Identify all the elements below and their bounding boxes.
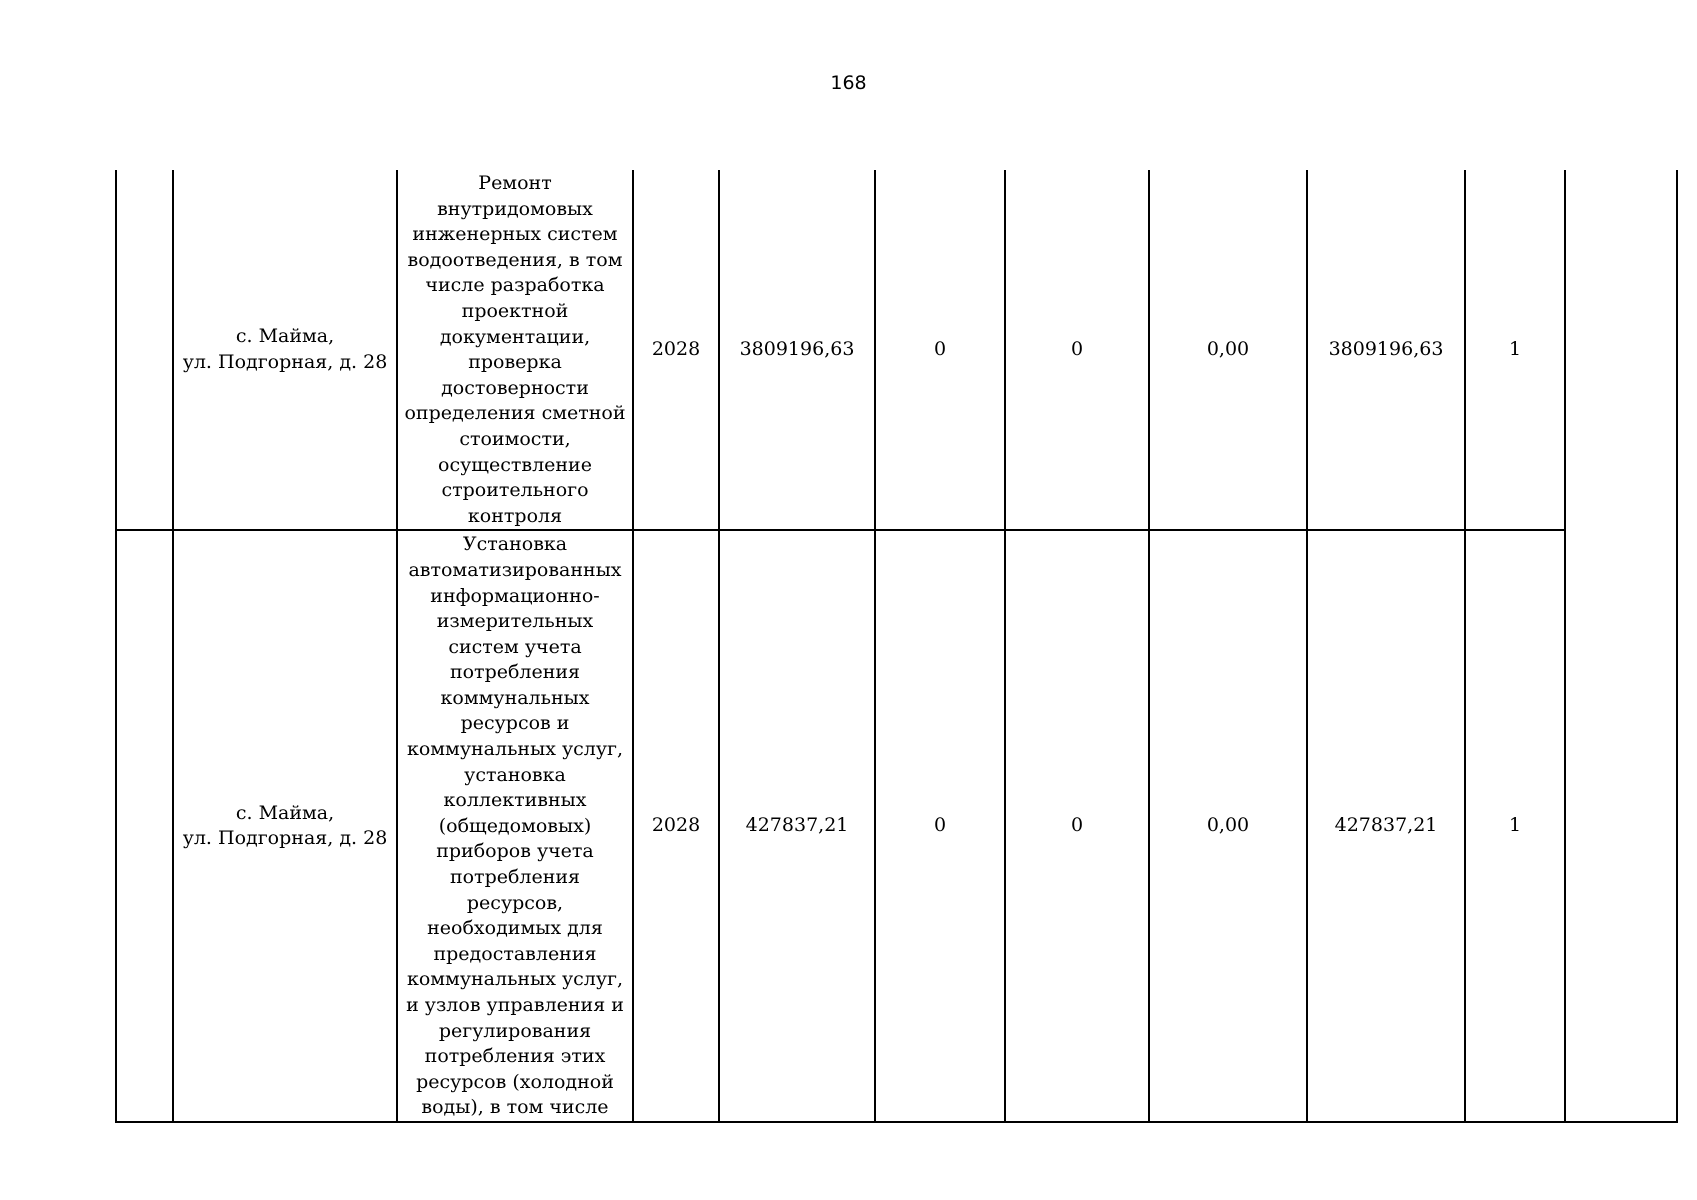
value-cell: 0	[1005, 170, 1149, 530]
table-row	[116, 530, 1677, 1122]
work-description-line: числе разработка	[425, 274, 605, 297]
work-description-line: автоматизированных	[408, 558, 622, 581]
work-description-line: предоставления	[433, 942, 597, 965]
work-description-line: потребления	[449, 866, 581, 889]
row-number-cell	[116, 170, 173, 530]
work-description-cell	[397, 530, 633, 1122]
address-line: с. Майма,	[235, 801, 335, 824]
value-cell: 0	[875, 530, 1005, 1122]
value-cell: 0	[1005, 530, 1149, 1122]
work-description-line: ресурсов (холодной	[416, 1070, 614, 1093]
work-description-line: (общедомовых)	[438, 814, 592, 837]
work-description-line: внутридомовых	[437, 197, 593, 220]
work-description-line: определения сметной	[404, 402, 626, 425]
work-description-line: проектной	[461, 299, 569, 322]
address-line: с. Майма,	[235, 325, 335, 348]
address-cell	[173, 170, 397, 530]
work-description-line: проверка	[468, 351, 562, 374]
value-cell: 0	[875, 170, 1005, 530]
value-cell: 0,00	[1149, 530, 1307, 1122]
work-description-line: ресурсов,	[466, 891, 564, 914]
fund-cost-cell: 427837,21	[1307, 530, 1465, 1122]
work-description-line: водоотведения, в том	[407, 248, 623, 271]
work-description-line: стоимости,	[459, 427, 571, 450]
count-cell: 1	[1465, 170, 1565, 530]
value-cell: 0,00	[1149, 170, 1307, 530]
work-description-line: контроля	[467, 504, 563, 527]
page-number: 168	[830, 72, 867, 94]
work-description-line: потребления	[449, 661, 581, 684]
year-cell: 2028	[633, 170, 719, 530]
empty-merged-cell	[1565, 170, 1677, 1122]
work-description-line: измерительных	[436, 610, 594, 633]
work-description-line: Установка	[462, 533, 568, 556]
work-description-line: строительного	[441, 479, 589, 502]
work-description-line: Ремонт	[478, 172, 552, 194]
work-description-line: ресурсов и	[460, 712, 570, 735]
work-description-line: приборов учета	[436, 840, 594, 863]
work-description-line: регулирования	[438, 1019, 592, 1042]
work-description-line: необходимых для	[427, 917, 603, 940]
address-cell	[173, 530, 397, 1122]
count-cell: 1	[1465, 530, 1565, 1122]
work-description-line: коммунальных услуг,	[406, 738, 624, 761]
work-description-line: достоверности	[441, 376, 589, 399]
fund-cost-cell: 3809196,63	[1307, 170, 1465, 530]
total-cost-cell: 3809196,63	[719, 170, 875, 530]
work-description-line: установка	[464, 763, 566, 786]
work-description-line: информационно-	[430, 584, 600, 607]
total-cost-cell: 427837,21	[719, 530, 875, 1122]
work-description-line: коммунальных	[440, 686, 590, 709]
work-description-line: коллективных	[443, 789, 587, 812]
work-description-line: и узлов управления и	[406, 994, 624, 1016]
work-description-line: инженерных систем	[412, 223, 618, 246]
work-description-line: воды), в том числе	[421, 1096, 609, 1119]
table-row	[116, 170, 1677, 530]
works-table	[115, 170, 1678, 1123]
work-description-line: документации,	[439, 325, 591, 348]
work-description-line: систем учета	[448, 635, 582, 658]
year-cell: 2028	[633, 530, 719, 1122]
work-description-line: осуществление	[438, 453, 592, 476]
work-description-line: коммунальных услуг,	[406, 968, 624, 991]
address-line: ул. Подгорная, д. 28	[182, 350, 388, 373]
address-line: ул. Подгорная, д. 28	[182, 827, 388, 850]
work-description-line: потребления этих	[424, 1045, 606, 1068]
row-number-cell	[116, 530, 173, 1122]
work-description-cell	[397, 170, 633, 530]
